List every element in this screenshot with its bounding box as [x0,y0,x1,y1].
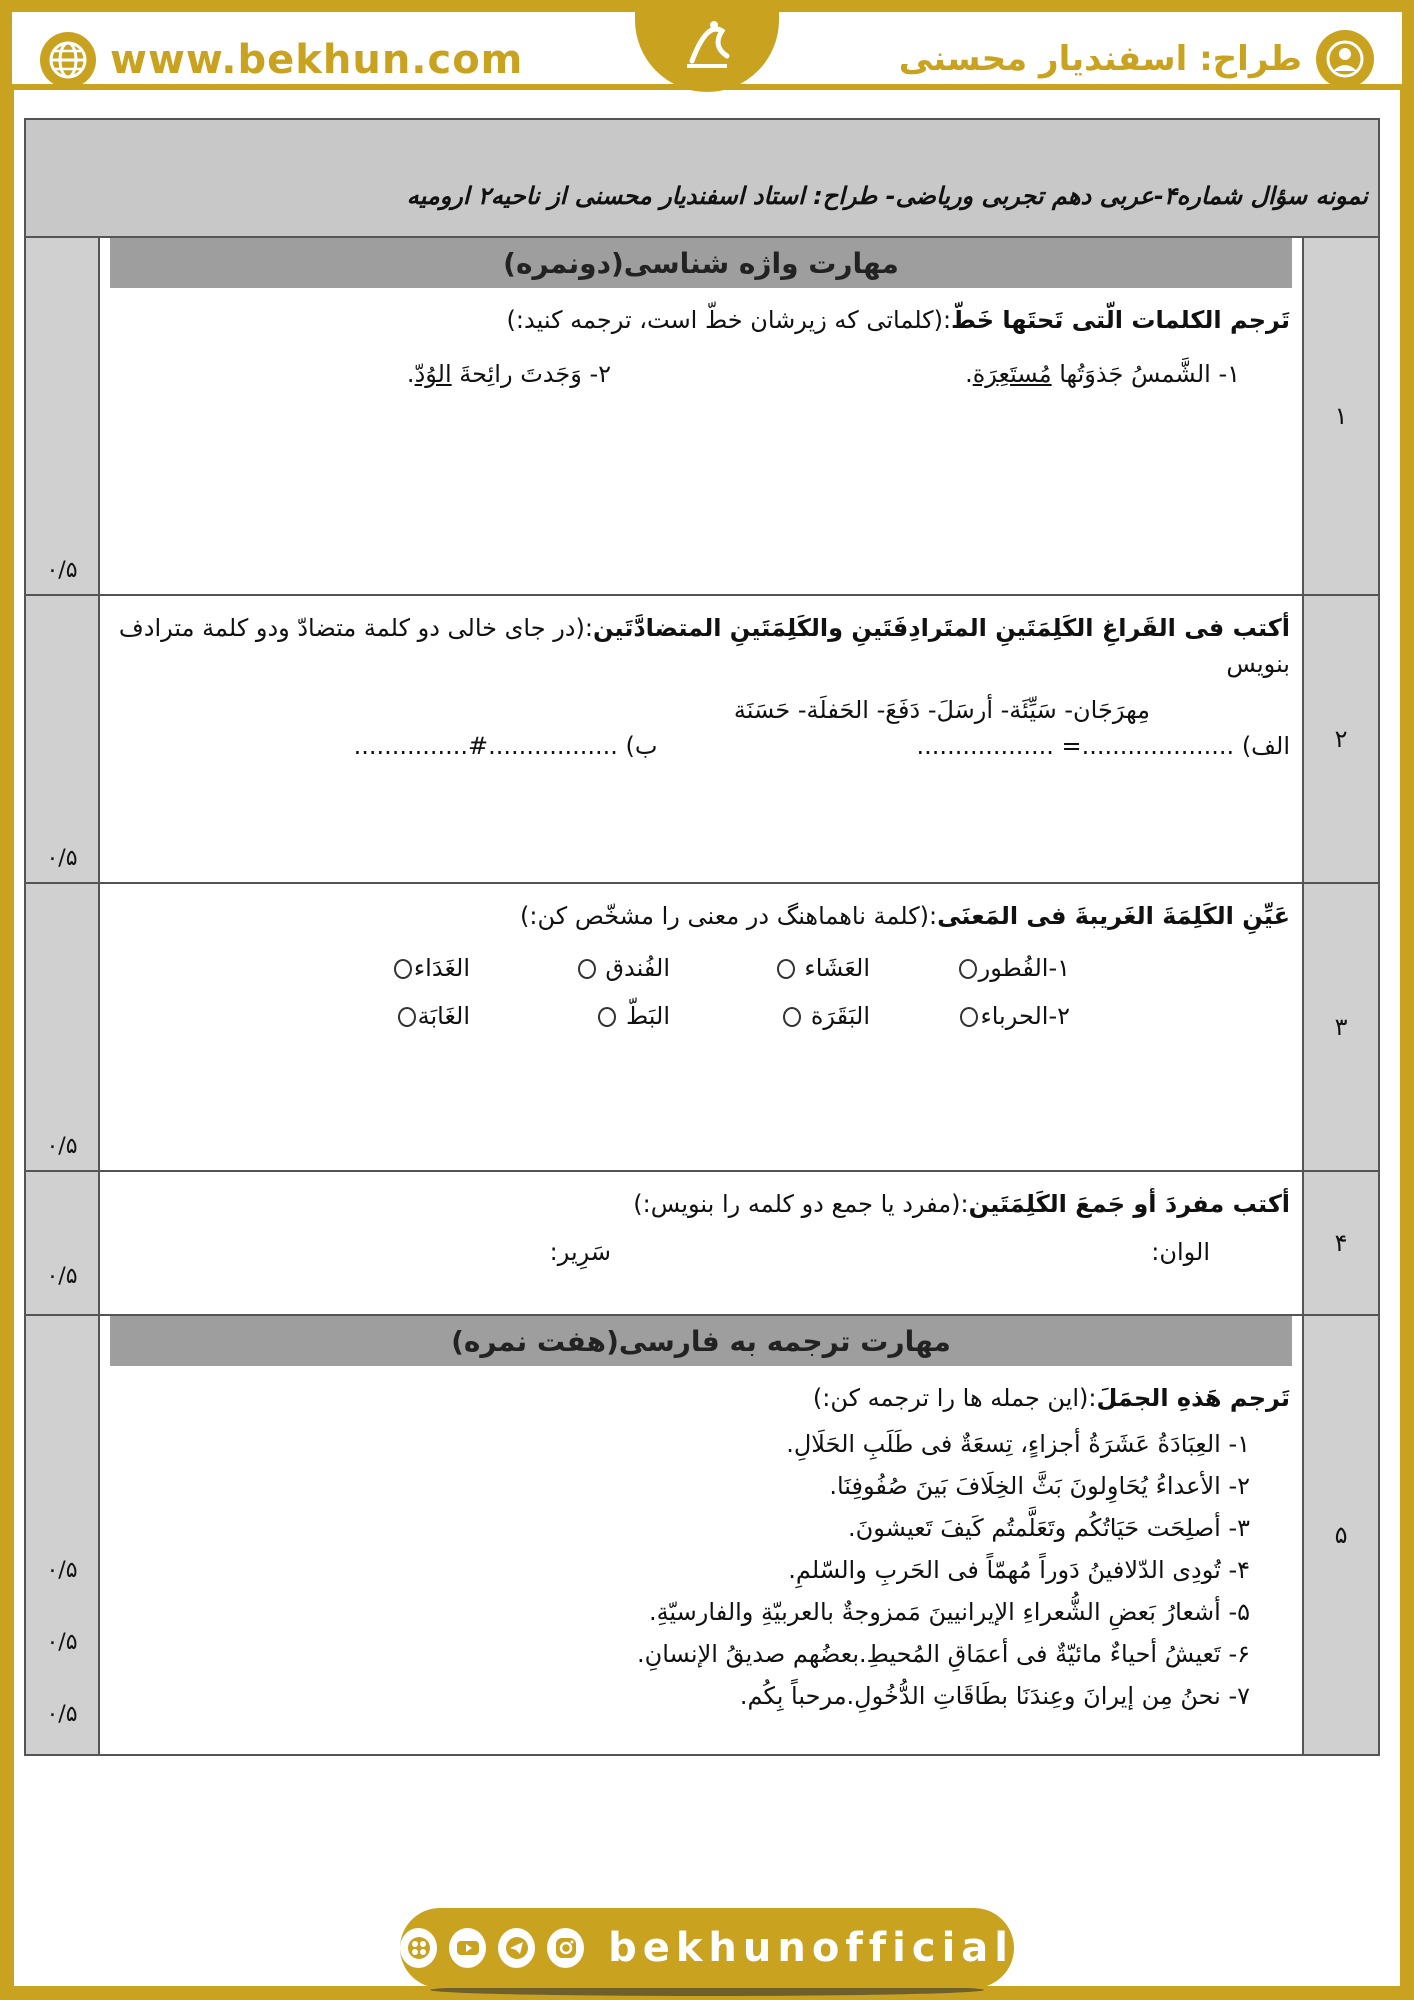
option[interactable]: البَطّ [470,1002,670,1030]
sentence: ۲- الأعداءُ یُحَاوِلونَ بَثَّ الخِلَافَ بَینَ صُفُوفِنَا. [829,1472,1250,1500]
blank-b: ب) .................#............... [353,732,658,760]
section-heading: مهارت واژه شناسی(دونمره) [110,238,1292,288]
radio-circle-icon[interactable] [578,959,596,979]
item-pair [112,360,1290,388]
telegram-icon[interactable] [498,1928,535,1968]
radio-circle-icon[interactable] [394,959,412,979]
question-number: ۳ [1302,884,1378,1170]
option[interactable]: الغَدَاء [270,954,470,982]
option[interactable]: ۱-الفُطور [870,954,1070,982]
website-text: www.bekhun.com [110,37,524,83]
user-icon [1316,30,1374,88]
word-1: الوان: [1151,1238,1210,1266]
radio-circle-icon[interactable] [598,1007,616,1027]
sentence: ۱- العِبَادَةُ عَشَرَةُ أجزاءٍ، تِسعَةٌ فی طَلَبِ الحَلَالِ. [786,1430,1250,1458]
instruction: تَرجم هَذهِ الجمَلَ:(این جمله ها را ترجمه کن:) [812,1384,1290,1412]
instruction: عَیِّنِ الکَلِمَةَ الغَریبةَ فی المَعنَی:(کلمة ناهماهنگ در معنی را مشخّص کن:) [520,902,1290,930]
score-cell: ۰/۵ ۰/۵ ۰/۵ [26,1316,100,1754]
sentence: ۴- تُودِی الدّلافینُ دَوراً مُهمّاً فی الحَربِ والسّلمِ. [788,1556,1250,1584]
designer-text: طراح: اسفندیار محسنی [898,39,1302,79]
question-number: ۴ [1302,1172,1378,1314]
question-row-4 [26,1172,1378,1316]
instagram-icon[interactable] [547,1928,584,1968]
globe-icon [40,32,96,88]
radio-circle-icon[interactable] [398,1007,416,1027]
option[interactable]: العَشَاء [670,954,870,982]
section-heading: مهارت ترجمه به فارسی(هفت نمره) [110,1316,1292,1366]
youtube-icon[interactable] [449,1928,486,1968]
word-bank: مِهرَجَان- سَیِّئَة- أرسَلَ- دَفَعَ- الحَفلَة- حَسَنَة [733,696,1150,724]
question-body [100,1172,1302,1314]
question-body [100,238,1302,594]
sentence-list [112,1426,1290,1714]
question-row-5 [26,1316,1378,1754]
question-row-3 [26,884,1378,1172]
sentence: ۵- أشعارُ بَعضِ الشُّعراءِ الإیرانیینَ مَمزوجةٌ بالعربیّةِ والفارسیّةِ. [648,1598,1250,1626]
word-pair [112,1238,1290,1266]
item-2: ۲- وَجَدتَ رائِحةَ الوُدّ. [406,360,611,388]
option-row-1 [112,954,1290,982]
score-cell: ۰/۵ [26,596,100,882]
option[interactable]: البَقَرَة [670,1002,870,1030]
radio-circle-icon[interactable] [959,959,977,979]
question-number: ۱ [1302,238,1378,594]
radio-circle-icon[interactable] [960,1007,978,1027]
question-number: ۲ [1302,596,1378,882]
exam-title: نمونه سؤال شماره۴-عربی دهم تجربی وریاضی- طراح: استاد اسفندیار محسنی از ناحیه۲ ارومیه [26,120,1378,238]
score-cell: ۰/۵ [26,884,100,1170]
radio-circle-icon[interactable] [777,959,795,979]
score-cell: ۰/۵ [26,238,100,594]
exam-table [24,118,1380,1756]
question-body [100,596,1302,882]
word-2: سَرِیر: [549,1238,611,1266]
item-1: ۱- الشَّمسُ جَذوَتُها مُستَعِرَة. [965,360,1240,388]
score-cell: ۰/۵ [26,1172,100,1314]
designer-label [899,30,1374,88]
instruction: تَرجم الكلمات الّتی تَحتَها خَطّ:(کلماتی که زیرشان خطّ است، ترجمه کنید:) [506,306,1290,334]
option[interactable]: الغَابَة [270,1002,470,1030]
question-row-2 [26,596,1378,884]
radio-circle-icon[interactable] [783,1007,801,1027]
question-body [100,1316,1302,1754]
aparat-icon[interactable] [400,1928,437,1968]
option[interactable]: ۲-الحرباء [870,1002,1070,1030]
question-row-1 [26,238,1378,596]
question-number: ۵ [1302,1316,1378,1754]
social-footer[interactable] [400,1908,1014,1988]
answer-blanks [112,732,1290,760]
instruction: أکتب فی القَراغِ الکَلِمَتَینِ المتَرادِفَتَینِ والکَلِمَتَینِ المتضادَّتَین:(در جای خالی دو کلمة متضادّ ودو کلمة مترادف بنویس [118,614,1290,678]
option[interactable]: الفُندق [470,954,670,982]
social-handle: bekhunofficial [608,1925,1014,1971]
sentence: ۷- نحنُ مِن إیرانَ وعِندَنَا بطَاقَاتِ الدُّخُولِ.مرحباً بِکُم. [739,1682,1250,1710]
option-row-2 [112,1002,1290,1030]
instruction: أکتب مفردَ أو جَمعَ الکَلِمَتَین:(مفرد یا جمع دو کلمه را بنویس:) [633,1190,1290,1218]
sentence: ۳- أصلِحَت حَیَاتُکُم وتَعَلَّمتُم کَیفَ تَعیشونَ. [848,1514,1250,1542]
sentence: ۶- تَعیشُ أحیاءٌ مائیّةٌ فی أعمَاقِ المُحیطِ.بعضُهم صدیقُ الإنسانِ. [636,1640,1250,1668]
blank-a: الف) ....................= .................. [916,732,1290,760]
question-body [100,884,1302,1170]
website-link[interactable] [40,32,523,88]
